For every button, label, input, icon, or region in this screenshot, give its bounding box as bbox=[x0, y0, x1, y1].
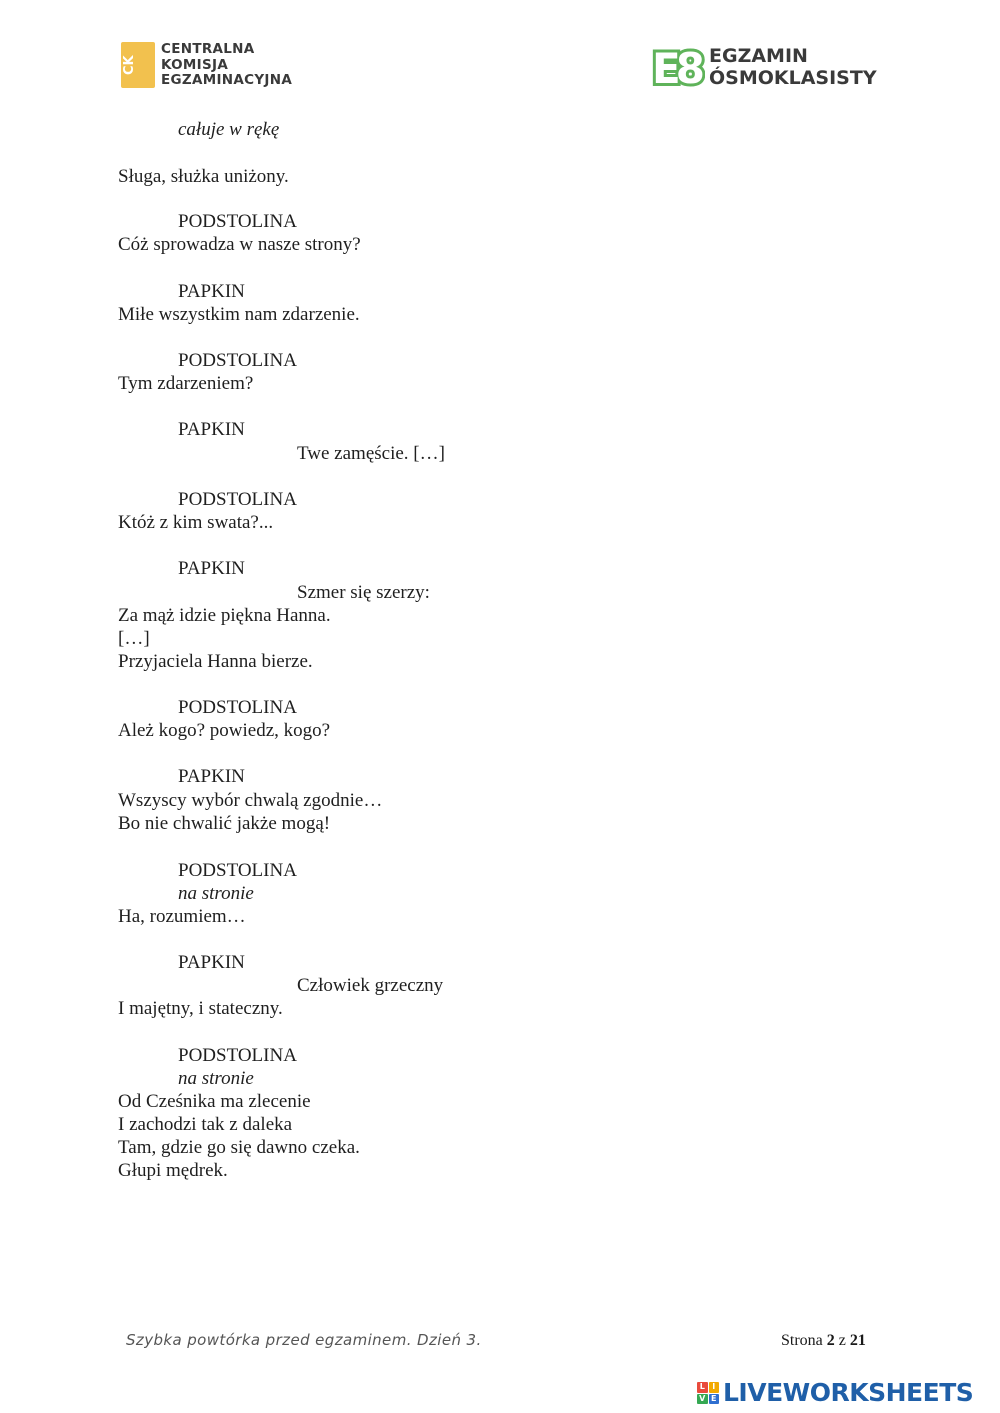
dialogue-line: Za mąż idzie piękna Hanna. bbox=[118, 605, 331, 626]
dialogue-line: Bo nie chwalić jakże mogą! bbox=[118, 813, 331, 834]
dialogue-line: Szmer się szerzy: bbox=[297, 582, 430, 603]
dialogue-line: Tym zdarzeniem? bbox=[118, 373, 254, 394]
page-total: 21 bbox=[849, 1332, 866, 1349]
e8-logo-line: ÓSMOKLASISTY bbox=[709, 67, 877, 89]
dialogue-line: Ha, rozumiem… bbox=[118, 906, 246, 927]
speaker-name: PODSTOLINA bbox=[178, 211, 297, 232]
cke-logo-mark-letters: CK bbox=[122, 55, 137, 75]
speaker-name: PAPKIN bbox=[178, 281, 245, 302]
e8-logo bbox=[651, 44, 891, 92]
cke-logo-text bbox=[161, 42, 292, 89]
dialogue-line: Miłe wszystkim nam zdarzenie. bbox=[118, 304, 360, 325]
stage-direction: na stronie bbox=[178, 1068, 254, 1089]
page-current: 2 bbox=[826, 1332, 835, 1349]
speaker-name: PODSTOLINA bbox=[178, 697, 297, 718]
dialogue-line: […] bbox=[118, 628, 150, 649]
cke-logo-line: EGZAMINACYJNA bbox=[161, 72, 293, 88]
speaker-name: PAPKIN bbox=[178, 766, 245, 787]
speaker-name: PODSTOLINA bbox=[178, 860, 297, 881]
speaker-name: PODSTOLINA bbox=[178, 350, 297, 371]
dialogue-line: I majętny, i stateczny. bbox=[118, 998, 283, 1019]
liveworksheets-icon bbox=[697, 1382, 719, 1404]
speaker-name: PAPKIN bbox=[178, 558, 245, 579]
e8-logo-text bbox=[709, 45, 877, 89]
dialogue-line: Tam, gdzie go się dawno czeka. bbox=[118, 1137, 360, 1158]
speaker-name: PAPKIN bbox=[178, 952, 245, 973]
lw-icon-tile: I bbox=[709, 1382, 720, 1393]
stage-direction: na stronie bbox=[178, 883, 254, 904]
lw-icon-tile: V bbox=[697, 1394, 708, 1405]
speaker-name: PAPKIN bbox=[178, 419, 245, 440]
liveworksheets-logo[interactable] bbox=[697, 1379, 997, 1407]
dialogue-line: Twe zamęście. […] bbox=[297, 443, 445, 464]
page-label: Strona bbox=[781, 1332, 823, 1349]
cke-logo-mark bbox=[121, 42, 155, 88]
dialogue-line: Głupi mędrek. bbox=[118, 1160, 228, 1181]
dialogue-line: Wszyscy wybór chwalą zgodnie… bbox=[118, 790, 383, 811]
cke-logo bbox=[121, 42, 301, 90]
e8-logo-mark bbox=[651, 44, 705, 88]
liveworksheets-wordmark: LIVEWORKSHEETS bbox=[723, 1378, 974, 1407]
speaker-name: PODSTOLINA bbox=[178, 489, 297, 510]
page-separator: z bbox=[838, 1332, 846, 1349]
dialogue-line: Od Cześnika ma zlecenie bbox=[118, 1091, 311, 1112]
e8-logo-line: EGZAMIN bbox=[709, 45, 808, 67]
cke-logo-line: CENTRALNA bbox=[161, 41, 255, 57]
footer-caption: Szybka powtórka przed egzaminem. Dzień 3. bbox=[126, 1331, 482, 1349]
page-number bbox=[781, 1332, 866, 1350]
dialogue-line: Cóż sprowadza w nasze strony? bbox=[118, 234, 361, 255]
cke-logo-line: KOMISJA bbox=[161, 56, 229, 73]
dialogue-line: I zachodzi tak z daleka bbox=[118, 1114, 293, 1135]
e8-logo-mark-text: E8 bbox=[652, 44, 700, 88]
dialogue-line: Przyjaciela Hanna bierze. bbox=[118, 651, 313, 672]
dialogue-line: Któż z kim swata?... bbox=[118, 512, 274, 533]
speaker-name: PODSTOLINA bbox=[178, 1045, 297, 1066]
dialogue-line: Ależ kogo? powiedz, kogo? bbox=[118, 720, 331, 741]
dialogue-line: Człowiek grzeczny bbox=[297, 975, 444, 996]
lw-icon-tile: E bbox=[709, 1394, 720, 1405]
dialogue-line: Sługa, służka uniżony. bbox=[118, 166, 289, 187]
stage-direction: całuje w rękę bbox=[178, 119, 280, 140]
lw-icon-tile: L bbox=[697, 1382, 708, 1393]
